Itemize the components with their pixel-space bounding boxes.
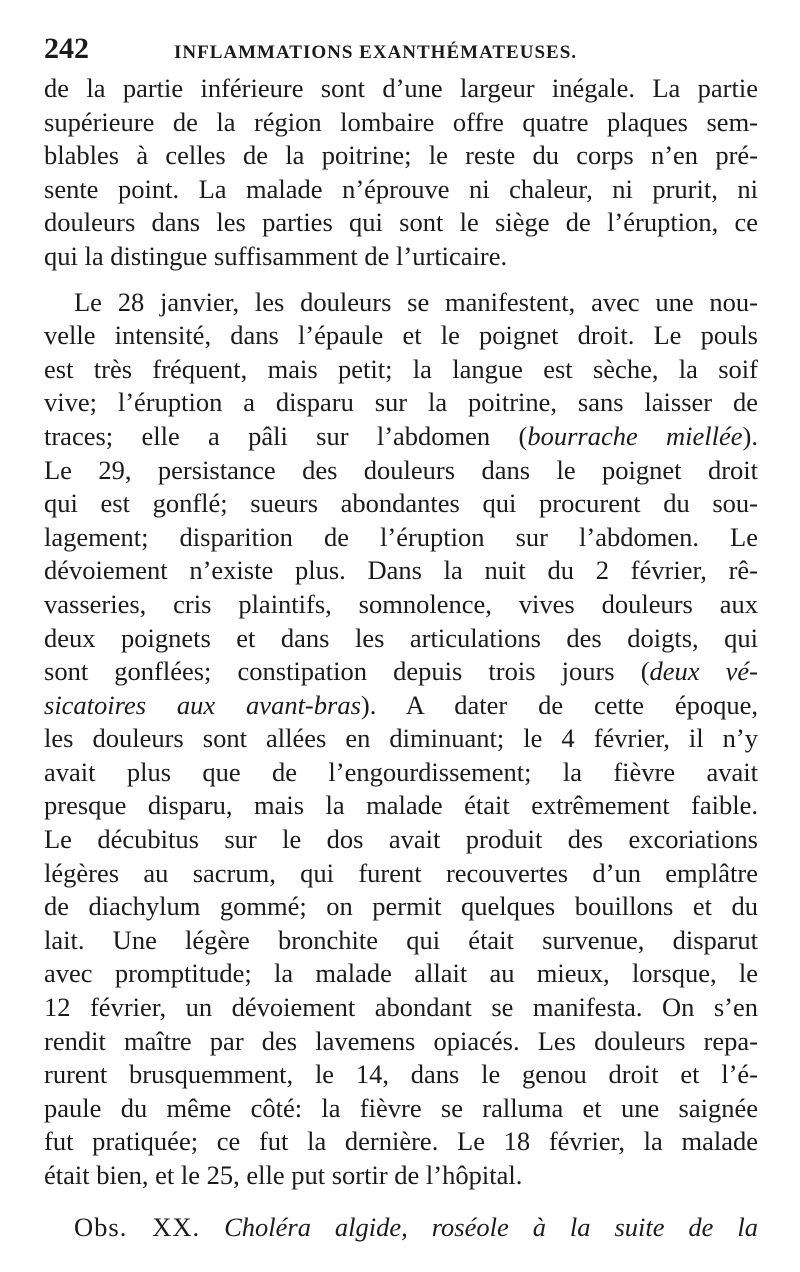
text-line: blables à celles de la poitrine; le reste du corps n’en pré- [44, 140, 758, 171]
text-line: sente point. La malade n’éprouve ni chaleur, ni prurit, ni [44, 173, 758, 204]
text-line [44, 689, 758, 723]
text-line: supérieure de la région lombaire offre quatre plaques sem- [44, 106, 758, 137]
page-header [44, 32, 758, 72]
text-line: deux poignets et dans les articulations des doigts, qui [44, 622, 758, 653]
running-title: INFLAMMATIONS EXANTHÉMATEUSES. [174, 42, 578, 63]
text-line: velle intensité, dans l’épaule et le poignet droit. Le pouls [44, 320, 758, 351]
text-fragment: ). [742, 420, 758, 451]
text-line [44, 1211, 758, 1245]
observation-title: Choléra algide, roséole à la suite de la [224, 1211, 759, 1242]
italic-fragment: deux vé- [649, 656, 758, 687]
italic-fragment: sicatoires aux avant-bras [44, 689, 361, 720]
observation-heading [44, 1211, 758, 1245]
text-line [44, 420, 758, 454]
text-line: rendit maître par des lavemens opiacés. Les douleurs repa- [44, 1025, 758, 1056]
text-line: Le décubitus sur le dos avait produit des excoriations [44, 824, 758, 855]
text-line: légères au sacrum, qui furent recouvertes d’un emplâtre [44, 857, 758, 888]
text-line: Le 29, persistance des douleurs dans le poignet droit [44, 454, 758, 485]
italic-fragment: bourrache miellée [527, 420, 743, 451]
text-line: de diachylum gommé; on permit quelques bouillons et du [44, 891, 758, 922]
page-number: 242 [44, 32, 89, 65]
text-line: vasseries, cris plaintifs, somnolence, vives douleurs aux [44, 588, 758, 619]
text-line: qui la distingue suffisamment de l’urticaire. [44, 240, 508, 271]
text-line: les douleurs sont allées en diminuant; le 4 février, il n’y [44, 723, 758, 754]
text-line: avait plus que de l’engourdissement; la fièvre avait [44, 756, 758, 787]
paragraph-1 [44, 72, 758, 274]
text-line: vive; l’éruption a disparu sur la poitrine, sans laisser de [44, 387, 758, 418]
text-fragment: sont gonflées; constipation depuis trois jours ( [44, 656, 650, 687]
text-line: paule du même côté: la fièvre se ralluma et une saignée [44, 1092, 758, 1123]
text-line: avec promptitude; la malade allait au mieux, lorsque, le [44, 958, 758, 989]
text-line: dévoiement n’existe plus. Dans la nuit du 2 février, rê- [44, 555, 758, 586]
observation-label: Obs. XX. [74, 1211, 201, 1242]
text-line: fut pratiquée; ce fut la dernière. Le 18 février, la malade [44, 1126, 758, 1157]
text-line: de la partie inférieure sont d’une largeur inégale. La partie [44, 73, 758, 103]
text-fragment: traces; elle a pâli sur l’abdomen ( [44, 420, 528, 451]
text-line: est très fréquent, mais petit; la langue est sèche, la soif [44, 353, 758, 384]
text-line: presque disparu, mais la malade était extrêmement faible. [44, 790, 758, 821]
text-line: lagement; disparition de l’éruption sur l’abdomen. Le [44, 521, 758, 552]
text-line: douleurs dans les parties qui sont le siège de l’éruption, ce [44, 207, 758, 238]
text-fragment: ). A dater de cette époque, [360, 689, 759, 720]
text-line: lait. Une légère bronchite qui était survenue, disparut [44, 924, 758, 955]
text-line: Le 28 janvier, les douleurs se manifestent, avec une nou- [74, 286, 758, 317]
text-line [44, 655, 758, 689]
text-line: rurent brusquemment, le 14, dans le genou droit et l’é- [44, 1059, 758, 1090]
text-line: était bien, et le 25, elle put sortir de l’hôpital. [44, 1160, 523, 1190]
paragraph-2 [44, 286, 758, 1193]
text-line: qui est gonflé; sueurs abondantes qui procurent du sou- [44, 488, 758, 519]
text-line: 12 février, un dévoiement abondant se manifesta. On s’en [44, 992, 758, 1023]
